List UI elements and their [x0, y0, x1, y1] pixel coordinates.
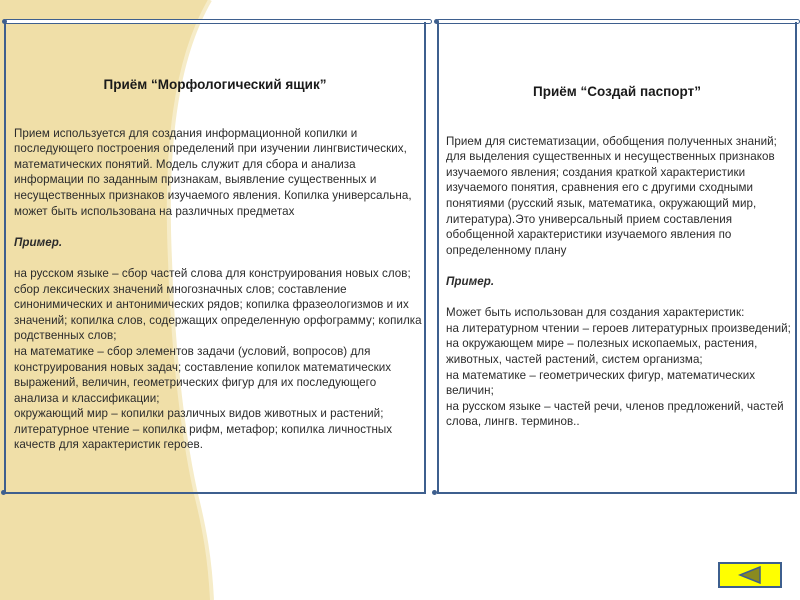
left-panel-body: [14, 110, 424, 469]
right-panel-examples: Может быть использован для создания характеристик: на литературном чтении – героев литературных произведений; на окружающем мире – полезных ископаемых, растения, животных, частей растений, систем организма; на математике – геометрических фигур, математических величин; на русском языке – частей речи, членов предложений, частей слова, лингв. терминов..: [446, 306, 791, 429]
right-panel-intro: Прием для систематизации, обобщения полученных знаний; для выделения существенных и несущественных признаков изучаемого явления; создания краткой характеристики изучаемого понятия, сравнения его с другими сходными понятиями (русский язык, математика, окружающий мир, литература).Это универсальный прием составления обобщенной характеристики изучаемого явления по определенному плану: [446, 134, 777, 257]
left-panel: [4, 22, 426, 494]
back-button[interactable]: [718, 562, 782, 588]
left-panel-example-label: Пример.: [14, 235, 63, 249]
right-panel-body: [446, 118, 796, 445]
right-panel: [437, 22, 797, 494]
left-panel-examples: на русском языке – сбор частей слова для конструирования новых слов; сбор лексических значений многозначных слов; составление синонимических и антонимических рядов; копилка фразеологизмов и их значений; копилка слов, содержащих определенную орфограмму; копилка родственных слов; на математике – сбор элементов задачи (условий, вопросов) для конструирования новых задач; составление копилок математических выражений, величин, геометрических фигур для их последующего анализа и классификации; окружающий мир – копилки различных видов животных и растений; литературное чтение – копилка рифм, метафор; копилка личностных качеств для характеристик героев.: [14, 266, 422, 452]
left-panel-intro: Прием используется для создания информационной копилки и последующего построения определений при изучении лингвистических, математических понятий. Модель служит для сбора и анализа информации по заданным признакам, выявление существенных и несущественных признаков изучаемого явления. Копилка универсальна, может быть использована на различных предметах: [14, 126, 412, 218]
triangle-left-icon: [720, 564, 780, 586]
right-panel-title: Приём “Создай паспорт”: [533, 84, 701, 99]
right-panel-example-label: Пример.: [446, 274, 495, 288]
left-panel-title: Приём “Морфологический ящик”: [103, 77, 327, 92]
